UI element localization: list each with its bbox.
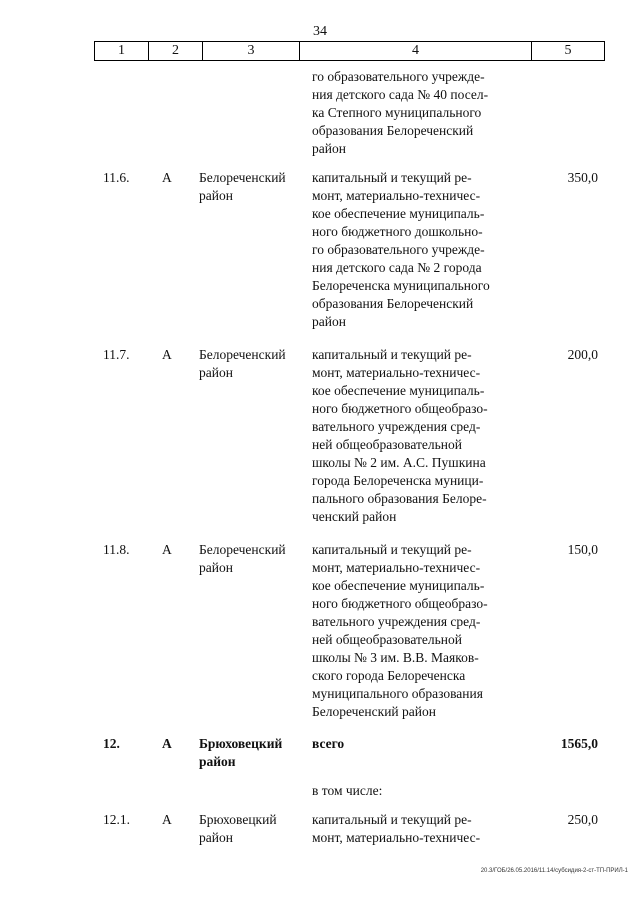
- description-line: монт, материально-техничес-: [312, 830, 481, 845]
- row-letter: А: [162, 812, 172, 827]
- description-line: всего: [312, 736, 345, 751]
- row-letter: А: [162, 170, 172, 185]
- district-line: Брюховецкий: [199, 736, 283, 751]
- description-line: ка Степного муниципального: [312, 105, 482, 120]
- description-line: вательного учреждения сред-: [312, 614, 481, 629]
- amount-cell: 150,0: [567, 542, 598, 557]
- description-line: ней общеобразовательной: [312, 632, 463, 647]
- description-line: пального образования Белоре-: [312, 491, 487, 506]
- description-line: го образовательного учрежде-: [312, 69, 485, 84]
- description-line: капитальный и текущий ре-: [312, 170, 472, 185]
- district-line: Белореченский: [199, 347, 286, 362]
- district-line: Белореченский: [199, 170, 286, 185]
- description-line: ния детского сада № 40 посел-: [312, 87, 489, 102]
- amount-cell: 250,0: [567, 812, 598, 827]
- district-line: район: [199, 560, 233, 575]
- description-line: ного бюджетного общеобразо-: [312, 401, 488, 416]
- header-col-1: 1: [95, 42, 149, 60]
- district-cell: [199, 735, 305, 771]
- description-cell: [312, 782, 516, 800]
- row-number: 11.7.: [103, 347, 130, 362]
- description-line: школы № 3 им. В.В. Маяков-: [312, 650, 479, 665]
- description-line: кое обеспечение муниципаль-: [312, 206, 485, 221]
- header-col-4: 4: [300, 42, 532, 60]
- row-number: 11.6.: [103, 170, 130, 185]
- description-line: район: [312, 314, 346, 329]
- description-line: го образовательного учрежде-: [312, 242, 485, 257]
- header-col-2: 2: [149, 42, 203, 60]
- description-cell: [312, 541, 516, 721]
- description-line: ния детского сада № 2 города: [312, 260, 482, 275]
- description-cell: [312, 735, 516, 753]
- row-number: 11.8.: [103, 542, 130, 557]
- district-line: Белореченский: [199, 542, 286, 557]
- description-line: ченский район: [312, 509, 397, 524]
- description-cell: [312, 346, 516, 526]
- description-cell: [312, 68, 516, 158]
- district-cell: [199, 541, 305, 577]
- row-letter: А: [162, 736, 172, 751]
- description-line: кое обеспечение муниципаль-: [312, 578, 485, 593]
- description-line: ного бюджетного дошкольно-: [312, 224, 483, 239]
- description-line: капитальный и текущий ре-: [312, 347, 472, 362]
- header-col-3: 3: [203, 42, 300, 60]
- description-line: образования Белореченский: [312, 296, 474, 311]
- district-cell: [199, 169, 305, 205]
- description-line: ного бюджетного общеобразо-: [312, 596, 488, 611]
- description-line: монт, материально-техничес-: [312, 560, 481, 575]
- district-line: район: [199, 188, 233, 203]
- row-letter: А: [162, 347, 172, 362]
- description-line: капитальный и текущий ре-: [312, 542, 472, 557]
- row-number: 12.: [103, 736, 120, 751]
- description-cell: [312, 169, 516, 331]
- description-line: муниципального образования: [312, 686, 483, 701]
- description-line: монт, материально-техничес-: [312, 365, 481, 380]
- description-line: образования Белореченский: [312, 123, 474, 138]
- description-line: капитальный и текущий ре-: [312, 812, 472, 827]
- table-header-row: [94, 41, 605, 61]
- district-line: район: [199, 754, 236, 769]
- row-letter: А: [162, 542, 172, 557]
- district-cell: [199, 346, 305, 382]
- description-line: вательного учреждения сред-: [312, 419, 481, 434]
- description-cell: [312, 811, 516, 847]
- description-line: район: [312, 141, 346, 156]
- district-line: Брюховецкий: [199, 812, 277, 827]
- page-number: 34: [313, 24, 327, 39]
- row-number: 12.1.: [103, 812, 130, 827]
- district-line: район: [199, 830, 233, 845]
- description-line: кое обеспечение муниципаль-: [312, 383, 485, 398]
- description-line: в том числе:: [312, 783, 383, 798]
- description-line: Белореченска муниципального: [312, 278, 490, 293]
- header-col-5: 5: [564, 43, 572, 58]
- description-line: монт, материально-техничес-: [312, 188, 481, 203]
- amount-cell: 1565,0: [560, 736, 598, 751]
- amount-cell: 200,0: [567, 347, 598, 362]
- district-line: район: [199, 365, 233, 380]
- description-line: города Белореченска муници-: [312, 473, 484, 488]
- district-cell: [199, 811, 305, 847]
- description-line: школы № 2 им. А.С. Пушкина: [312, 455, 486, 470]
- description-line: Белореченский район: [312, 704, 436, 719]
- description-line: ского города Белореченска: [312, 668, 466, 683]
- amount-cell: 350,0: [567, 170, 598, 185]
- description-line: ней общеобразовательной: [312, 437, 463, 452]
- footer-document-code: 20.3/ГОБ/26.05.2016/11.14/субсидия-2-ст-ТП-ПРИЛ-1: [480, 868, 628, 874]
